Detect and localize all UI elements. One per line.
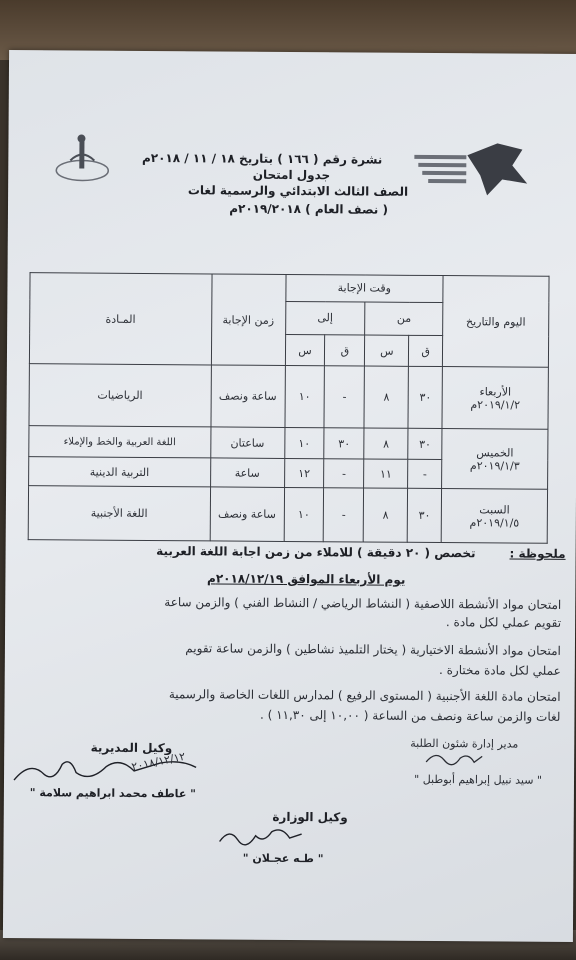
note-item-2-cont: عملي لكل مادة مختارة . [438,663,561,678]
grade-title: الصف الثالث الابتدائي والرسمية لغات [187,183,409,199]
table-row [28,486,547,543]
director-signature-icon [424,748,484,770]
to-minutes-cell: ٣٠ [324,428,364,459]
header-from: من [365,302,443,336]
note-dictation: تخصص ( ٢٠ دقيقة ) للاملاء من زمن اجابة اللغة العربية [156,544,476,561]
header-day-date: اليوم والتاريخ [443,276,549,368]
from-hours-cell: ١١ [364,459,408,488]
from-minutes-cell: ٣٠ [408,366,442,428]
note-date: يوم الأربعاء الموافق ٢٠١٨/١٢/١٩م [206,571,406,587]
from-minutes-cell: ٣٠ [408,428,442,459]
ministry-deputy-name: " طـه عجـلان " [242,851,324,866]
table-row [29,426,548,461]
page-title: جدول امتحان [252,167,331,183]
handwritten-date: ٢٠١٨/١٢/١٢ [130,749,187,774]
directorate-logo-icon [412,135,532,206]
header-from-hours: س [365,335,409,366]
duration-cell: ساعة ونصف [210,487,284,541]
student-affairs-name: " سيد نبيل إبراهيم أبوطبل " [414,772,543,787]
to-minutes-cell: - [324,488,364,542]
day-cell: السبت ٢٠١٩/١/٥م [441,489,547,544]
document-page [3,50,576,942]
to-hours-cell: ١٠ [284,366,324,428]
exam-schedule-table [28,272,550,544]
header-to-minutes: ق [325,335,365,366]
duration-cell: ساعتان [210,427,284,459]
from-minutes-cell: ٣٠ [407,488,441,542]
note-item-2: امتحان مواد الأنشطة الاختيارية ( يختار التلميذ نشاطين ) والزمن ساعة تقويم [185,641,561,658]
subject-cell: اللغة العربية والخط والإملاء [29,426,211,458]
bulletin-number: نشرة رقم ( ١٦٦ ) بتاريخ ١٨ / ١١ / ٢٠١٨م [141,150,383,167]
note-label: ملحوظة : [509,546,566,561]
to-minutes-cell: - [324,366,364,428]
header-subject: المـادة [29,273,211,365]
duration-cell: ساعة [210,458,284,487]
header-to: إلى [285,301,365,335]
ministry-deputy-title: وكيل الوزارة [272,809,348,825]
ministry-logo-icon [52,130,112,186]
term-title: ( نصف العام ) ٢٠١٩/٢٠١٨م [229,201,389,217]
deputy-directorate-title: وكيل المديرية [90,740,173,756]
subject-cell: الرياضيات [29,364,211,427]
note-item-1: امتحان مواد الأنشطة اللاصفية ( النشاط الرياضي / النشاط الفني ) والزمن ساعة [164,595,562,612]
from-hours-cell: ٨ [364,488,408,542]
from-hours-cell: ٨ [364,428,408,459]
student-affairs-title: مدير إدارة شئون الطلبة [410,736,519,751]
day-cell: الخميس ٢٠١٩/١/٣م [442,429,548,490]
subject-cell: التربية الدينية [29,457,211,487]
from-hours-cell: ٨ [364,366,408,428]
header-to-hours: س [285,334,325,365]
header-answer-time: وقت الإجابة [285,274,443,302]
header-duration: زمن الإجابة [211,274,286,366]
deputy-directorate-name: " عاطف محمد ابراهيم سلامة " [29,786,196,801]
duration-cell: ساعة ونصف [211,365,285,428]
note-item-3: امتحان مادة اللغة الأجنبية ( المستوى الرفيع ) لمدارس اللغات الخاصة والرسمية [168,687,561,704]
ministry-deputy-signature-icon [216,823,306,850]
note-item-1-cont: تقويم عملي لكل مادة . [445,615,562,630]
to-hours-cell: ١٠ [284,488,324,542]
to-minutes-cell: - [324,459,364,488]
from-minutes-cell: - [408,459,442,488]
day-cell: الأربعاء ٢٠١٩/١/٢م [442,367,548,430]
to-hours-cell: ١٢ [284,459,324,488]
header-from-minutes: ق [409,335,443,366]
to-hours-cell: ١٠ [284,428,324,459]
table-row [29,364,548,430]
subject-cell: اللغة الأجنبية [28,486,210,541]
note-item-3-cont: لغات والزمن ساعة ونصف من الساعة ( ١٠,٠٠ إلى ١١,٣٠ ) . [259,707,561,724]
